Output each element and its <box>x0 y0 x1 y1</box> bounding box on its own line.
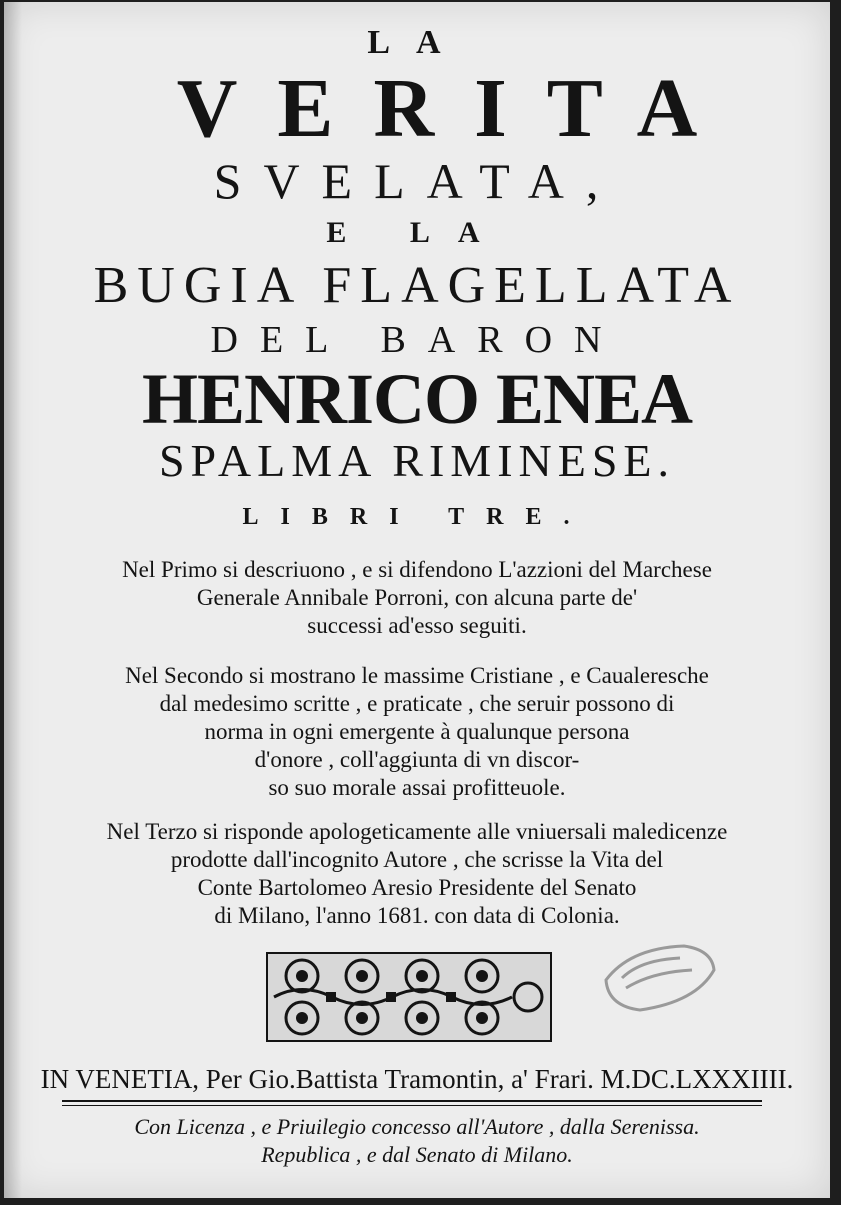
author-name: HENRICO ENEA <box>141 359 693 439</box>
title-line-bugia-flagellata: BUGIA FLAGELLATA <box>93 257 741 314</box>
paragraph-line: Generale Annibale Porroni, con alcuna parte de' <box>196 585 638 610</box>
volume-count: LIBRI TRE. <box>242 504 592 530</box>
paragraph-line: successi ad'esso seguiti. <box>307 613 527 638</box>
paragraph-line: di Milano, l'anno 1681. con data di Colonia. <box>214 903 620 928</box>
paragraph-line: prodotte dall'incognito Autore , che scrisse la Vita del <box>170 847 664 872</box>
title-line-del-baron: DEL BARON <box>210 319 624 361</box>
description-book-two <box>44 662 790 802</box>
rule-thick <box>62 1100 762 1102</box>
printers-ornament <box>266 952 552 1042</box>
author-origin: SPALMA RIMINESE. <box>158 435 676 486</box>
imprint: IN VENETIA, Per Gio.Battista Tramontin, a' Frari. M.DC.LXXXIIII. <box>40 1064 794 1094</box>
description-book-one <box>44 556 790 640</box>
title-line-verita: VERITA <box>176 62 738 155</box>
paragraph-line: dal medesimo scritte , e praticate , che seruir possono di <box>159 691 675 716</box>
paragraph-line: Conte Bartolomeo Aresio Presidente del Senato <box>197 875 637 900</box>
library-stamp <box>600 940 720 1014</box>
paragraph-line: d'onore , coll'aggiunta di vn discor- <box>254 747 580 772</box>
title-line-e-la: E LA <box>326 216 508 249</box>
title-page <box>4 2 830 1198</box>
rule-thin <box>62 1105 762 1106</box>
title-line-svelata: SVELATA, <box>213 153 621 209</box>
title-line-la: LA <box>367 24 467 61</box>
paragraph-line: Nel Primo si descriuono , e si difendono L'azzioni del Marchese <box>122 557 712 582</box>
paragraph-line: Nel Secondo si mostrano le massime Cristiane , e Caualeresche <box>125 663 709 688</box>
paragraph-line: Nel Terzo si risponde apologeticamente alle vniuersali maledicenze <box>106 819 728 844</box>
license-line-1: Con Licenza , e Priuilegio concesso all'Autore , dalla Serenissa. <box>134 1114 700 1139</box>
description-book-three <box>44 818 790 930</box>
paragraph-line: norma in ogni emergente à qualunque persona <box>204 719 630 744</box>
paragraph-line: so suo morale assai profitteuole. <box>268 775 566 800</box>
license-line-2: Republica , e dal Senato di Milano. <box>261 1142 573 1167</box>
